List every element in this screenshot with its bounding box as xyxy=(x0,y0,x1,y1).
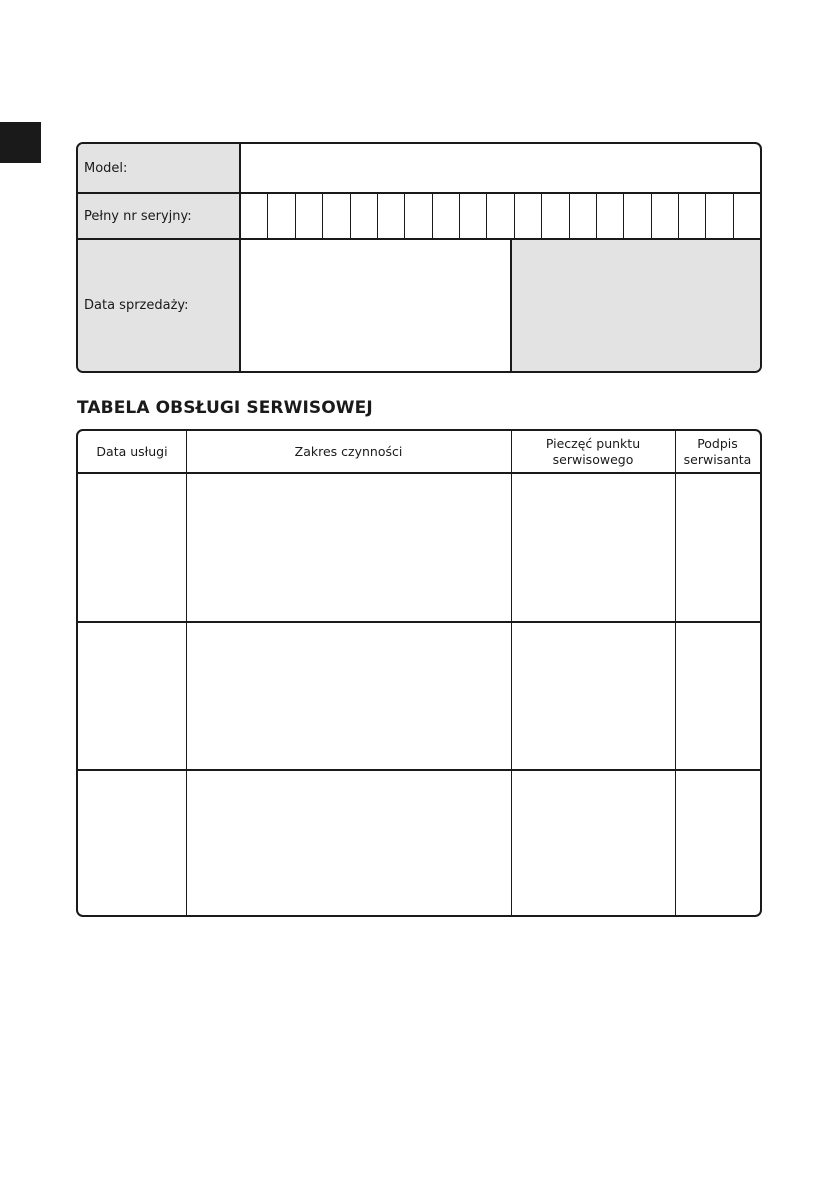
serial-digit-box[interactable] xyxy=(295,194,322,238)
serial-number-label: Pełny nr seryjny: xyxy=(78,194,241,240)
column-divider xyxy=(511,431,512,915)
seller-stamp-area xyxy=(512,240,760,371)
serial-digit-box[interactable] xyxy=(241,194,267,238)
model-label: Model: xyxy=(78,144,241,194)
header-service-date: Data usługi xyxy=(96,443,168,459)
sale-date-field[interactable] xyxy=(241,240,512,371)
header-service-stamp: Pieczęć punktu serwisowego xyxy=(545,435,641,467)
row-divider xyxy=(78,769,760,771)
serial-digit-box[interactable] xyxy=(651,194,678,238)
serial-number-boxes xyxy=(241,194,760,240)
serial-digit-box[interactable] xyxy=(705,194,732,238)
serial-digit-box[interactable] xyxy=(596,194,623,238)
serial-digit-box[interactable] xyxy=(623,194,650,238)
column-divider xyxy=(186,431,187,915)
serial-digit-box[interactable] xyxy=(377,194,404,238)
serial-digit-box[interactable] xyxy=(267,194,294,238)
serial-digit-box[interactable] xyxy=(541,194,568,238)
column-divider xyxy=(675,431,676,915)
header-technician-signature: Podpis serwisanta xyxy=(683,435,752,467)
service-table xyxy=(76,429,762,917)
serial-digit-box[interactable] xyxy=(486,194,513,238)
serial-digit-box[interactable] xyxy=(514,194,541,238)
serial-digit-box[interactable] xyxy=(432,194,459,238)
section-tab-marker xyxy=(0,122,41,163)
service-table-title: TABELA OBSŁUGI SERWISOWEJ xyxy=(77,398,373,418)
serial-digit-box[interactable] xyxy=(404,194,431,238)
product-info-box xyxy=(76,142,762,373)
sale-date-label: Data sprzedaży: xyxy=(78,240,241,371)
serial-digit-box[interactable] xyxy=(678,194,705,238)
serial-digit-box[interactable] xyxy=(569,194,596,238)
header-scope-of-work: Zakres czynności xyxy=(294,443,403,459)
serial-digit-box[interactable] xyxy=(350,194,377,238)
serial-digit-box[interactable] xyxy=(322,194,349,238)
row-divider xyxy=(78,621,760,623)
header-divider xyxy=(78,472,760,474)
model-field[interactable] xyxy=(241,144,760,194)
serial-digit-box[interactable] xyxy=(459,194,486,238)
serial-digit-box[interactable] xyxy=(733,194,760,238)
